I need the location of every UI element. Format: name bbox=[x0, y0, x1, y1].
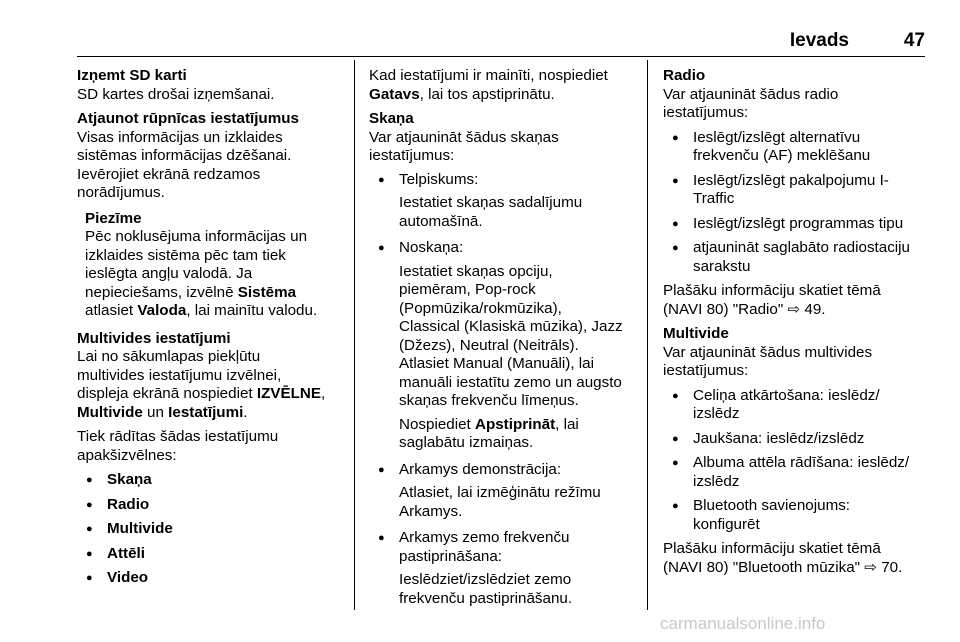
list-item: ● Attēli bbox=[77, 545, 345, 564]
text-line: frekvenču (AF) meklēšanu bbox=[693, 147, 871, 164]
text-line: Var atjaunināt šādus multivides bbox=[663, 343, 873, 361]
text-span: . bbox=[243, 403, 248, 421]
heading-factory-reset: Atjaunot rūpnīcas iestatījumus bbox=[77, 110, 299, 127]
text-line: automašīnā. bbox=[399, 212, 483, 230]
list-item bbox=[369, 171, 637, 232]
list-item bbox=[663, 454, 931, 491]
text-line: ● Jaukšana: ieslēdz/izslēdz bbox=[693, 429, 865, 447]
heading-remove-sd: Izņemt SD karti bbox=[77, 67, 187, 84]
text-line bbox=[85, 284, 345, 303]
radio-reference-link[interactable]: (NAVI 80) "Radio" ⇨ 49. bbox=[663, 300, 826, 318]
text-line: iestatījumus: bbox=[663, 104, 749, 121]
text-line: sarakstu bbox=[693, 257, 751, 275]
menu-ref: Apstiprināt bbox=[474, 415, 556, 433]
text-line bbox=[85, 302, 345, 321]
header-rule bbox=[77, 56, 925, 57]
text-line: Pēc noklusējuma informācijas un bbox=[85, 228, 308, 245]
text-line: Iestatiet skaņas opciju, bbox=[399, 262, 553, 280]
text-span: un bbox=[142, 403, 169, 421]
text-line: Var atjaunināt šādus skaņas bbox=[369, 128, 559, 146]
watermark: carmanualsonline.info bbox=[660, 614, 826, 633]
text-line: ● atjaunināt saglabāto radiostaciju bbox=[693, 239, 910, 256]
text-line bbox=[369, 86, 637, 105]
menu-ref: Valoda bbox=[137, 302, 187, 319]
text-line: izslēdz bbox=[693, 472, 740, 490]
text-span: , lai tos apstiprinātu. bbox=[419, 85, 555, 103]
text-line: ● Bluetooth savienojums: bbox=[693, 497, 851, 514]
text-line: izslēdz bbox=[693, 405, 740, 422]
text-line: piemēram, Pop-rock bbox=[399, 281, 536, 298]
item-title: ● Arkamys zemo frekvenču bbox=[399, 529, 570, 546]
list-item bbox=[663, 215, 931, 234]
list-item bbox=[369, 529, 637, 608]
text-span: Nospiediet bbox=[399, 415, 475, 433]
text-line: konfigurēt bbox=[693, 515, 760, 533]
text-line: Lai no sākumlapas piekļūtu bbox=[77, 348, 261, 365]
section-title: Ievads bbox=[789, 30, 849, 51]
text-line: ieslēgta angļu valodā. Ja bbox=[85, 265, 253, 282]
text-line: Plašāku informāciju skatiet tēmā bbox=[663, 282, 881, 299]
text-line: iestatījumus: bbox=[663, 362, 749, 379]
radio-options-list bbox=[663, 129, 931, 277]
note-title: Piezīme bbox=[85, 209, 142, 227]
text-line bbox=[77, 404, 345, 423]
heading-multimedia: Multivide bbox=[663, 325, 729, 342]
text-line: Atlasiet, lai izmēģinātu režīmu bbox=[399, 484, 601, 501]
text-line: Traffic bbox=[693, 190, 735, 207]
text-span: , lai mainītu valodu. bbox=[186, 302, 318, 319]
heading-sound: Skaņa bbox=[369, 110, 414, 127]
text-line: Visas informācijas un izklaides bbox=[77, 128, 283, 146]
menu-ref: Multivide bbox=[77, 403, 143, 421]
item-title: ● Arkamys demonstrācija: bbox=[399, 460, 562, 478]
list-item: ● Video bbox=[77, 569, 345, 588]
item-title: ● Noskaņa: bbox=[399, 239, 464, 256]
item-title: ● Telpiskums: bbox=[399, 170, 479, 188]
text-line: norādījumus. bbox=[77, 184, 165, 201]
sound-options-list bbox=[369, 171, 637, 609]
column-3 bbox=[663, 67, 931, 577]
text-line: iestatījumus: bbox=[369, 147, 455, 164]
list-item bbox=[663, 239, 931, 276]
menu-ref: Sistēma bbox=[237, 283, 297, 301]
column-divider-2 bbox=[647, 60, 648, 610]
heading-multimedia-settings: Multivides iestatījumi bbox=[77, 329, 231, 347]
text-line: frekvenču pastiprināšanu. bbox=[399, 589, 573, 607]
menu-ref: Iestatījumi bbox=[168, 403, 244, 421]
list-item bbox=[369, 239, 637, 453]
list-item: ● Skaņa bbox=[77, 471, 345, 490]
text-line: Ievērojiet ekrānā redzamos bbox=[77, 165, 261, 183]
text-line: ● Celiņa atkārtošana: ieslēdz/ bbox=[693, 386, 880, 404]
submenu-list bbox=[77, 471, 345, 588]
list-item: ● Multivide bbox=[77, 520, 345, 539]
text-line: saglabātu izmaiņas. bbox=[399, 434, 534, 451]
heading-radio: Radio bbox=[663, 67, 706, 84]
bluetooth-reference-link[interactable]: (NAVI 80) "Bluetooth mūzika" ⇨ 70. bbox=[663, 558, 903, 576]
text-line: (Džezs), Neutral (Neitrāls). bbox=[399, 336, 579, 354]
text-line: manuāli iestatītu zemo un augsto bbox=[399, 373, 622, 391]
list-item bbox=[663, 172, 931, 209]
text-line: ● Ieslēgt/izslēgt programmas tipu bbox=[693, 214, 904, 232]
text-line: multivides iestatījumu izvēlnei, bbox=[77, 366, 282, 384]
text-line: sistēmas informācijas dzēšanai. bbox=[77, 147, 292, 164]
text-line: Atlasiet Manual (Manuāli), lai bbox=[399, 355, 594, 372]
text-line: Arkamys. bbox=[399, 502, 463, 520]
text-line bbox=[399, 416, 637, 435]
text-line: Ieslēdziet/izslēdziet zemo bbox=[399, 571, 572, 588]
multimedia-options-list bbox=[663, 387, 931, 535]
column-1 bbox=[77, 67, 345, 588]
item-title: pastiprināšana: bbox=[399, 547, 503, 565]
text-line: ● Albuma attēla rādīšana: ieslēdz/ bbox=[693, 454, 910, 471]
text-line bbox=[77, 385, 345, 404]
text-line: izklaides sistēma pēc tam tiek bbox=[85, 246, 286, 264]
text-span: atlasiet bbox=[85, 302, 138, 319]
list-item bbox=[663, 497, 931, 534]
menu-ref: IZVĒLNE bbox=[256, 385, 321, 402]
text-span: displeja ekrānā nospiediet bbox=[77, 385, 257, 402]
text-line: Var atjaunināt šādus radio bbox=[663, 85, 839, 103]
list-item bbox=[369, 461, 637, 522]
list-item bbox=[663, 430, 931, 449]
text-remove-sd: SD kartes drošai izņemšanai. bbox=[77, 85, 275, 103]
page-header bbox=[77, 30, 925, 52]
text-line: ● Ieslēgt/izslēgt pakalpojumu I- bbox=[693, 171, 889, 189]
text-line: apakšizvēlnes: bbox=[77, 446, 177, 464]
text-span: nepieciešams, izvēlnē bbox=[85, 283, 238, 301]
page-number: 47 bbox=[903, 30, 925, 51]
text-line: (Popmūzika/rokmūzika), bbox=[399, 299, 562, 317]
note-block bbox=[85, 210, 345, 321]
text-line: Plašāku informāciju skatiet tēmā bbox=[663, 540, 881, 557]
text-line: Iestatiet skaņas sadalījumu bbox=[399, 194, 583, 211]
text-line: Kad iestatījumi ir mainīti, nospiediet bbox=[369, 67, 608, 84]
text-span: , lai bbox=[555, 415, 579, 433]
text-line: Tiek rādītas šādas iestatījumu bbox=[77, 428, 279, 445]
list-item bbox=[663, 129, 931, 166]
text-span: , bbox=[320, 385, 326, 402]
text-line: Classical (Klasiskā mūzika), Jazz bbox=[399, 318, 623, 335]
text-line: skaņas frekvenču līmeņus. bbox=[399, 392, 579, 409]
menu-ref: Gatavs bbox=[369, 85, 420, 103]
list-item bbox=[663, 387, 931, 424]
column-2 bbox=[369, 67, 637, 608]
list-item: ● Radio bbox=[77, 496, 345, 515]
column-divider-1 bbox=[354, 60, 355, 610]
text-line: ● Ieslēgt/izslēgt alternatīvu bbox=[693, 128, 861, 146]
